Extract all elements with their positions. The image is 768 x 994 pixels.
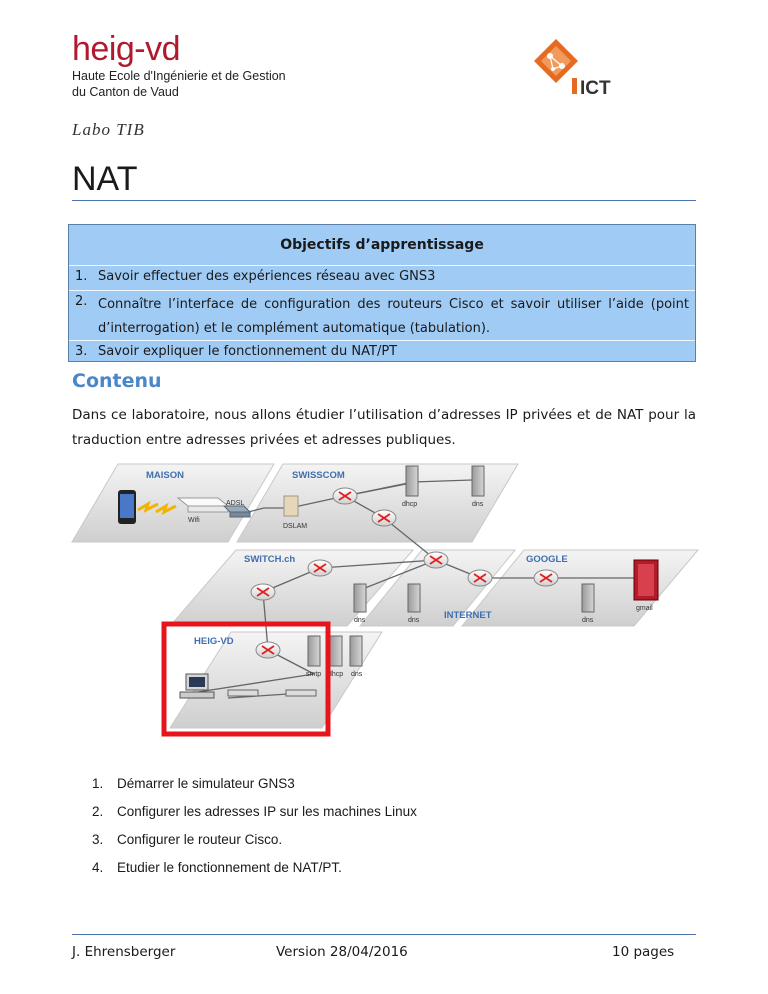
zone-label-maison: MAISON <box>146 470 184 481</box>
zone-label-heig: HEIG-VD <box>194 636 234 647</box>
label-dhcp: dhcp <box>328 671 344 678</box>
label-dns: dns <box>351 671 363 678</box>
zone-label-swisscom: SWISSCOM <box>292 470 345 481</box>
objective-number: 3. <box>75 344 88 359</box>
step-text: Configurer le routeur Cisco. <box>117 832 283 847</box>
zone-label-google: GOOGLE <box>526 554 568 565</box>
label-gmail: gmail <box>636 605 653 612</box>
objective-number: 2. <box>75 294 88 309</box>
label-dslam: DSLAM <box>283 523 308 530</box>
ict-logo-text: ICT <box>580 78 611 99</box>
school-name-line1: Haute Ecole d'Ingénierie et de Gestion <box>72 69 286 83</box>
step-number: 1. <box>92 776 104 791</box>
step-number: 4. <box>92 860 104 875</box>
step-number: 3. <box>92 832 104 847</box>
step-text: Etudier le fonctionnement de NAT/PT. <box>117 860 342 875</box>
footer-pages: 10 pages <box>612 944 675 960</box>
label-dns: dns <box>354 617 366 624</box>
footer-author: J. Ehrensberger <box>72 944 176 960</box>
label-wifi: Wifi <box>188 517 200 524</box>
network-diagram <box>68 460 700 760</box>
objective-text: Savoir expliquer le fonctionnement du NAT/PT <box>98 344 398 359</box>
label-dhcp: dhcp <box>402 501 418 508</box>
logo-wordmark: heig-vd <box>72 30 181 68</box>
heig-vd-logo <box>72 30 292 110</box>
label-dns: dns <box>472 501 484 508</box>
objective-item <box>75 343 689 361</box>
step-text: Configurer les adresses IP sur les machines Linux <box>117 804 417 819</box>
footer-divider <box>72 934 696 935</box>
page-title: NAT <box>72 160 138 198</box>
intro-paragraph: Dans ce laboratoire, nous allons étudier l’utilisation d’adresses IP privées et de NAT pour la traduction entre adresses privées et adresses publiques. <box>72 407 696 448</box>
title-divider <box>72 200 696 201</box>
objective-text: Connaître l’interface de configuration des routeurs Cisco et savoir utiliser l’aide (point d’interrogation) et le complément automatique (tabulation). <box>98 297 689 336</box>
label-dns: dns <box>408 617 420 624</box>
zone-label-internet: INTERNET <box>444 610 492 621</box>
objective-item <box>75 293 689 341</box>
objective-number: 1. <box>75 269 88 284</box>
step-number: 2. <box>92 804 104 819</box>
objectives-divider <box>69 340 695 341</box>
objective-text: Savoir effectuer des expériences réseau avec GNS3 <box>98 269 436 284</box>
zone-label-switch: SWITCH.ch <box>244 554 296 565</box>
label-dns: dns <box>582 617 594 624</box>
school-name-line2: du Canton de Vaud <box>72 85 179 99</box>
ict-logo <box>526 34 636 104</box>
objectives-divider <box>69 265 695 266</box>
label-adsl: ADSL <box>226 500 245 507</box>
objectives-heading: Objectifs d’apprentissage <box>280 237 484 253</box>
step-text: Démarrer le simulateur GNS3 <box>117 776 295 791</box>
objective-item <box>75 268 689 286</box>
footer-version: Version 28/04/2016 <box>276 944 408 960</box>
objectives-divider <box>69 290 695 291</box>
objectives-box <box>68 224 696 362</box>
section-heading-contenu: Contenu <box>72 370 162 392</box>
label-smtp: smtp <box>306 671 322 678</box>
lab-subtitle: Labo TIB <box>72 120 145 139</box>
